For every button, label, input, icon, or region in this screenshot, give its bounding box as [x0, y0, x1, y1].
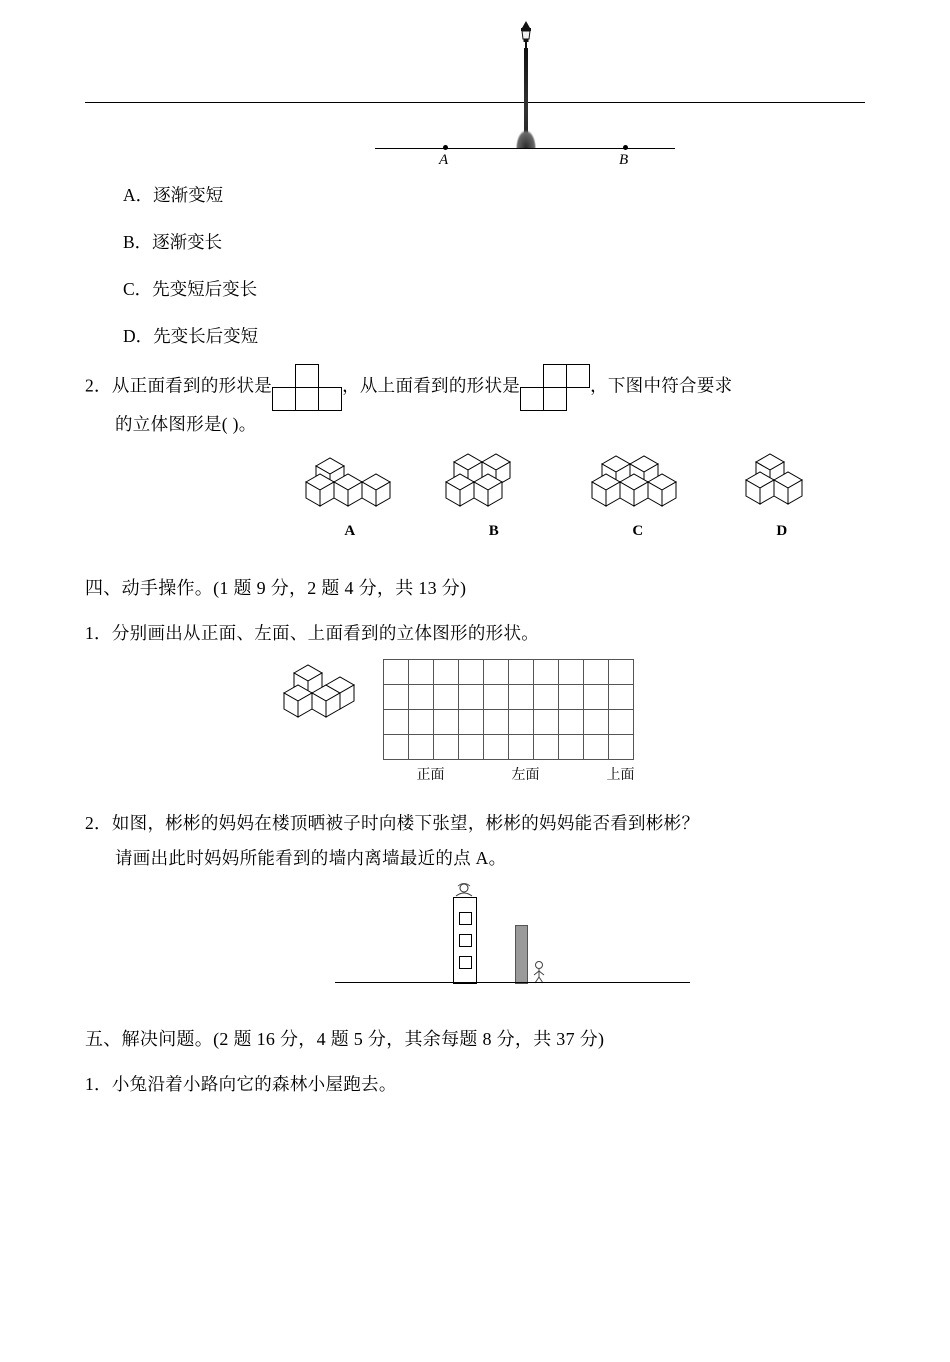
- q1-option-b[interactable]: B．逐渐变长: [123, 232, 223, 252]
- building-window-1: [459, 912, 472, 925]
- section-four-q2-line1: 2．如图，彬彬的妈妈在楼顶晒被子时向楼下张望，彬彬的妈妈能否看到彬彬？: [85, 813, 700, 834]
- view-label-left: 左面: [511, 768, 540, 784]
- cube-figure-a-icon: [298, 452, 403, 514]
- top-view-shape: [520, 364, 590, 411]
- lamp-pole: [524, 48, 528, 148]
- section-five-heading: 五、解决问题。(2 题 16 分，4 题 5 分，其余每题 8 分，共 37 分): [85, 1029, 605, 1050]
- section-five-q1: 1．小兔沿着小路向它的森林小屋跑去。: [85, 1074, 397, 1095]
- q2-text-3: ，下图中符合要求: [590, 375, 733, 396]
- section-four-q2-line2: 请画出此时妈妈所能看到的墙内离墙最近的点 A。: [115, 848, 507, 869]
- q2-text-1: 从正面看到的形状是: [111, 375, 273, 396]
- cube-figure-b-icon: [442, 452, 547, 514]
- q2-choice-c-label: C: [632, 523, 644, 540]
- q2-choice-figures: [295, 452, 865, 540]
- lamp-illustration: [375, 18, 675, 178]
- building-figure: [85, 882, 865, 997]
- cube-figure-c-icon: [586, 452, 691, 514]
- building-ground-line: [335, 982, 690, 983]
- cube-figure-d-icon: [730, 452, 835, 514]
- question-2: [85, 364, 865, 438]
- building-window-2: [459, 934, 472, 947]
- q2-text-line2: 的立体图形是( )。: [115, 414, 257, 434]
- q1-option-d[interactable]: D．先变长后变短: [123, 326, 259, 346]
- view-label-front: 正面: [416, 768, 445, 784]
- q2-choice-c[interactable]: [583, 452, 693, 540]
- building-tower: [453, 897, 477, 984]
- q2-text-2: ，从上面看到的形状是: [342, 375, 521, 396]
- point-a-dot: [443, 145, 448, 150]
- view-label-top: 上面: [606, 768, 635, 784]
- wall-block: [515, 925, 528, 984]
- answer-grid[interactable]: [383, 659, 634, 760]
- q2-choice-d[interactable]: [727, 452, 837, 540]
- front-view-shape: [272, 364, 342, 411]
- q1-option-c[interactable]: C．先变短后变长: [123, 279, 258, 299]
- lamp-figure: [85, 18, 865, 178]
- worksheet-page: [0, 18, 950, 1362]
- point-a-label: A: [439, 152, 449, 168]
- street-lamp-icon: [515, 20, 537, 48]
- q1-option-a[interactable]: A．逐渐变短: [123, 185, 224, 205]
- point-b-dot: [623, 145, 628, 150]
- q2-choice-a-label: A: [344, 523, 356, 540]
- q2-choice-b[interactable]: [439, 452, 549, 540]
- point-b-label: B: [619, 152, 629, 168]
- child-figure-icon: [531, 960, 547, 984]
- q2-choice-a[interactable]: [295, 452, 405, 540]
- mother-figure-icon: [451, 882, 477, 900]
- q2-number: 2．: [85, 375, 112, 396]
- q2-choice-b-label: B: [488, 523, 500, 540]
- view-label-row: [383, 764, 865, 784]
- section-four-q1: 1．分别画出从正面、左面、上面看到的立体图形的形状。: [85, 623, 540, 644]
- building-window-3: [459, 956, 472, 969]
- section-four-heading: 四、动手操作。(1 题 9 分，2 题 4 分，共 13 分): [85, 578, 467, 599]
- draw-views-area: [280, 659, 865, 760]
- solid-figure-icon: [280, 659, 365, 737]
- ground-line-right: [527, 148, 675, 149]
- q2-choice-d-label: D: [776, 523, 788, 540]
